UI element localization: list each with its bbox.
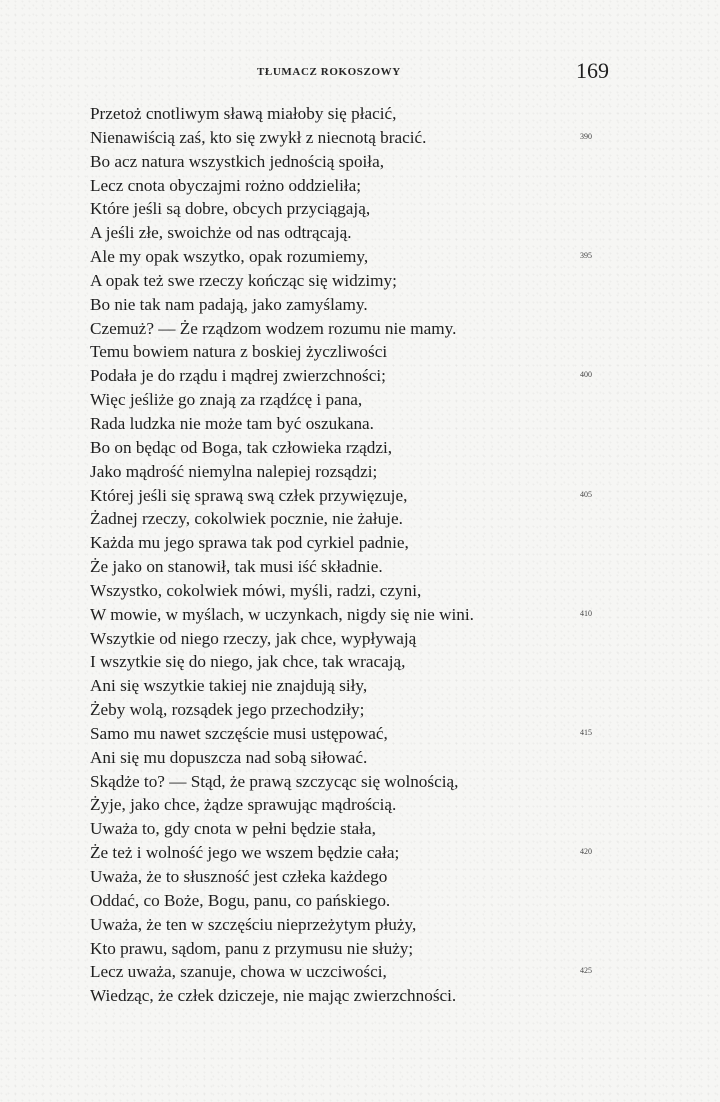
poem-line-text: Wiedząc, że człek dziczeje, nie mając zwierzchności.	[90, 986, 457, 1006]
poem-line-text: Oddać, co Boże, Bogu, panu, co pańskiego.	[90, 890, 391, 910]
poem-line-text: Każda mu jego sprawa tak pod cyrkiel padnie,	[90, 533, 409, 553]
line-number: 390	[580, 131, 592, 141]
poem-line	[90, 222, 650, 246]
poem-line-text: A opak też swe rzeczy kończąc się widzimy;	[90, 270, 397, 290]
poem-line-text: I wszytkie się do niego, jak chce, tak wracają,	[90, 652, 406, 672]
poem-line	[90, 270, 650, 294]
poem-line	[90, 747, 650, 771]
poem-line	[90, 437, 650, 461]
poem-line-text: Rada ludzka nie może tam być oszukana.	[90, 413, 374, 433]
poem-line-text: Które jeśli są dobre, obcych przyciągają,	[90, 199, 371, 219]
poem-line	[90, 413, 650, 437]
poem-line	[90, 866, 650, 890]
poem-line	[90, 699, 650, 723]
poem-line	[90, 842, 650, 866]
poem-line-text: Przetoż cnotliwym sławą miałoby się płacić,	[90, 104, 397, 123]
poem-line-text: Skądże to? — Stąd, że prawą szczycąc się wolnością,	[90, 771, 459, 791]
page-number: 169	[576, 58, 609, 83]
poem-line	[90, 103, 650, 127]
poem-line	[90, 532, 650, 556]
poem-line-text: Nienawiścią zaś, kto się zwykł z niecnotą bracić.	[90, 127, 427, 147]
poem-line	[90, 365, 650, 389]
poem-line	[90, 485, 650, 509]
poem-line-text: Wszystko, cokolwiek mówi, myśli, radzi, czyni,	[90, 580, 422, 600]
line-number: 410	[580, 608, 592, 618]
poem-line-text: Lecz uważa, szanuje, chowa w uczciwości,	[90, 962, 387, 982]
poem-line	[90, 938, 650, 962]
poem-line-text: Temu bowiem natura z boskiej życzliwości	[90, 342, 388, 362]
poem-line	[90, 580, 650, 604]
poem-line-text: Której jeśli się sprawą swą człek przywięzuje,	[90, 485, 408, 505]
poem-line	[90, 604, 650, 628]
poem-line-text: A jeśli złe, swoichże od nas odtrącają.	[90, 223, 352, 243]
poem-line	[90, 985, 650, 1009]
running-header: TŁUMACZ ROKOSZOWY	[257, 66, 401, 78]
poem-line-text: Kto prawu, sądom, panu z przymusu nie służy;	[90, 938, 414, 958]
poem-line	[90, 151, 650, 175]
poem-line	[90, 341, 650, 365]
poem-line-text: Uważa, że to słuszność jest człeka każdego	[90, 867, 388, 886]
poem-line	[90, 628, 650, 652]
poem-line	[90, 175, 650, 199]
line-number: 425	[580, 966, 592, 976]
poem-line-text: Żyje, jako chce, żądze sprawując mądrością.	[90, 795, 397, 815]
poem-line	[90, 771, 650, 795]
poem-line-text: Ani się wszytkie takiej nie znajdują siły,	[90, 676, 368, 696]
line-number: 420	[580, 847, 592, 857]
poem-line-text: Że jako on stanowił, tak musi iść składnie.	[90, 557, 383, 577]
poem-line-text: Czemuż? — Że rządzom wodzem rozumu nie mamy.	[90, 318, 457, 338]
poem-line-text: Że też i wolność jego we wszem będzie cała;	[90, 843, 400, 863]
poem-line	[90, 294, 650, 318]
poem-line	[90, 818, 650, 842]
poem-line-text: Bo on będąc od Boga, tak człowieka rządzi,	[90, 437, 393, 457]
poem-line	[90, 198, 650, 222]
poem-line	[90, 961, 650, 985]
poem-line	[90, 675, 650, 699]
poem-line	[90, 914, 650, 938]
poem-line-text: Ale my opak wszytko, opak rozumiemy,	[90, 247, 369, 267]
poem-line-text: Uważa to, gdy cnota w pełni będzie stała,	[90, 819, 376, 839]
line-number: 400	[580, 370, 592, 380]
poem-line	[90, 723, 650, 747]
line-number: 415	[580, 727, 592, 737]
poem-line	[90, 318, 650, 342]
poem-line-text: Ani się mu dopuszcza nad sobą siłować.	[90, 747, 368, 767]
poem-line	[90, 246, 650, 270]
poem-line	[90, 127, 650, 151]
poem-line-text: Samo mu nawet szczęście musi ustępować,	[90, 723, 388, 743]
poem-line-text: Bo acz natura wszystkich jednością spoiła,	[90, 151, 385, 171]
poem-line	[90, 556, 650, 580]
line-number: 395	[580, 251, 592, 261]
poem-line-text: Podała je do rządu i mądrej zwierzchności;	[90, 366, 386, 386]
poem-line-text: Lecz cnota obyczajmi rożno oddzieliła;	[90, 175, 362, 195]
poem-line-text: Bo nie tak nam padają, jako zamyślamy.	[90, 294, 368, 314]
poem-line	[90, 651, 650, 675]
poem-line-text: Więc jeśliże go znają za rządźcę i pana,	[90, 390, 363, 410]
poem-line-text: Żeby wolą, rozsądek jego przechodziły;	[90, 700, 365, 720]
poem-line	[90, 461, 650, 485]
poem-body	[90, 103, 650, 1009]
poem-line-text: Uważa, że ten w szczęściu nieprzeżytym płuży,	[90, 914, 417, 934]
poem-line	[90, 508, 650, 532]
poem-line-text: Jako mądrość niemylna nalepiej rozsądzi;	[90, 461, 378, 481]
poem-line	[90, 794, 650, 818]
poem-line	[90, 389, 650, 413]
poem-line-text: W mowie, w myślach, w uczynkach, nigdy się nie wini.	[90, 604, 474, 624]
poem-line	[90, 890, 650, 914]
line-number: 405	[580, 489, 592, 499]
poem-line-text: Żadnej rzeczy, cokolwiek pocznie, nie żałuje.	[90, 509, 403, 529]
poem-line-text: Wszytkie od niego rzeczy, jak chce, wypływają	[90, 628, 417, 648]
